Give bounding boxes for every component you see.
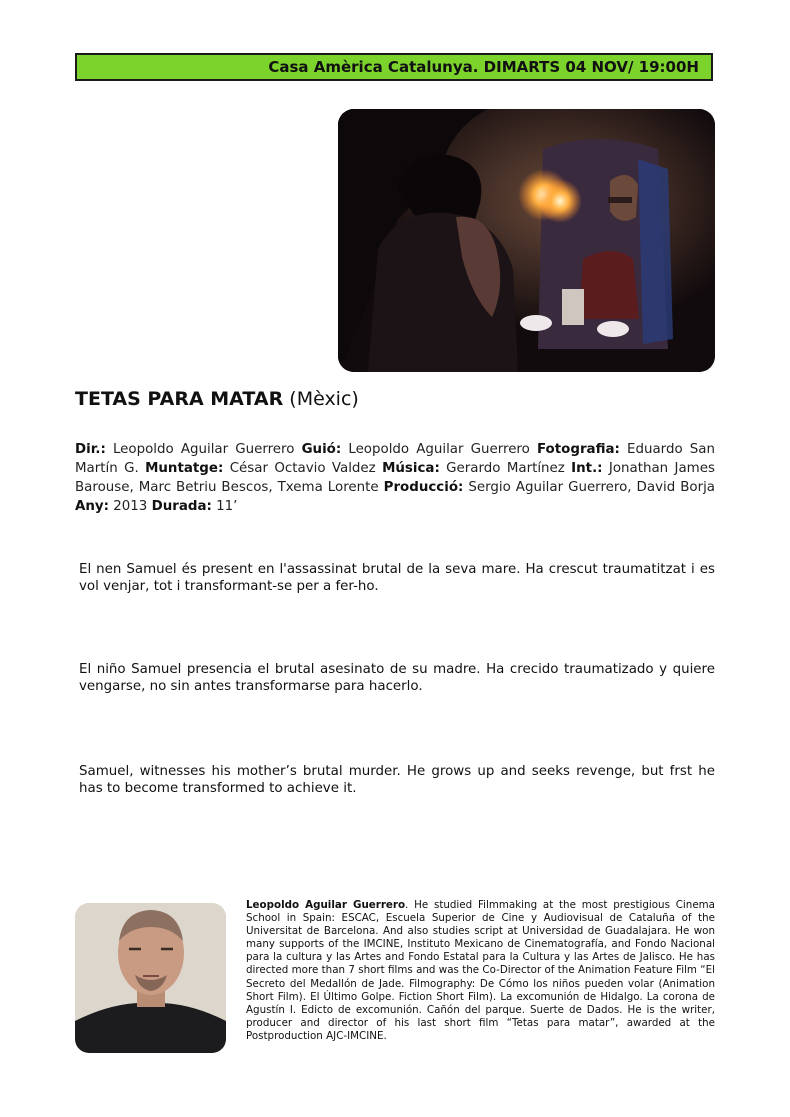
synopsis-catalan: El nen Samuel és present en l'assassinat brutal de la seva mare. Ha crescut traumatitzat i es vol venjar, tot i transformant-se per a fer-ho. (79, 562, 715, 594)
credit-label-editing: Muntatge: (145, 461, 224, 476)
credit-label-duration: Durada: (151, 499, 212, 514)
credit-label-music: Música: (382, 461, 440, 476)
synopsis-english: Samuel, witnesses his mother’s brutal murder. He grows up and seeks revenge, but frst he has to become transformed to achieve it. (79, 764, 715, 796)
credits-block (75, 440, 715, 516)
director-name: Leopoldo Aguilar Guerrero (246, 899, 406, 911)
credit-value-year: 2013 (113, 499, 148, 514)
credit-label-script: Guió: (301, 442, 342, 457)
credit-label-director: Dir.: (75, 442, 106, 457)
screening-banner (75, 53, 713, 81)
credit-label-year: Any: (75, 499, 109, 514)
credit-value-script: Leopoldo Aguilar Guerrero (348, 442, 530, 457)
film-title (75, 388, 359, 410)
credit-value-cast: Jonathan James Barouse, Marc Betriu Bescos, Txema Lorente (75, 461, 715, 495)
credit-value-photography: Eduardo San Martín G. (75, 442, 715, 476)
film-still-photo (338, 109, 715, 372)
director-portrait-illustration (75, 903, 226, 1053)
credit-value-duration: 11’ (216, 499, 238, 514)
credit-value-music: Gerardo Martínez (446, 461, 565, 476)
credit-label-production: Producció: (383, 480, 464, 495)
credit-value-director: Leopoldo Aguilar Guerrero (112, 442, 295, 457)
film-country: (Mèxic) (289, 388, 359, 410)
synopsis-spanish: El niño Samuel presencia el brutal asesinato de su madre. Ha crecido traumatizado y quiere vengarse, no sin antes transformarse para hacerlo. (79, 662, 715, 694)
credit-label-cast: Int.: (571, 461, 603, 476)
credit-label-photography: Fotografia: (536, 442, 620, 457)
screening-info: Casa Amèrica Catalunya. DIMARTS 04 NOV/ 19:00H (268, 58, 699, 76)
credit-value-editing: César Octavio Valdez (229, 461, 376, 476)
film-still-illustration (338, 109, 715, 372)
director-bio (246, 899, 715, 1043)
film-title-text: TETAS PARA MATAR (75, 388, 284, 410)
credit-value-production: Sergio Aguilar Guerrero, David Borja (468, 480, 716, 495)
director-bio-text: . He studied Filmmaking at the most prestigious Cinema School in Spain: ESCAC, Escuela Superior de Cine y Audiovisual de Cataluña of the Universitat de Barcelona. And also studies script at Universidad de Guadalajara. He won many supports of the IMCINE, Instituto Mexicano de Cinematografía, and Fondo Nacional para la cultura y las Artes and Fondo Estatal para la Cultura y las Artes de Jalisco. He has directed more than 7 short films and was the Co-Director of the Animation Feature Film “El Secreto del Medallón de Jade. Filmography: De Cómo los niños pueden volar (Animation Short Film). El Último Golpe. Fiction Short Film). La excomunión de Hidalgo. La corona de Agustín I. Edicto de excomunión. Cañón del parque. Suerte de Dados. He is the writer, producer and director of his last short film “Tetas para matar”, awarded at the Postproduction AJC-IMCINE. (246, 899, 715, 1042)
director-portrait-photo (75, 903, 226, 1053)
